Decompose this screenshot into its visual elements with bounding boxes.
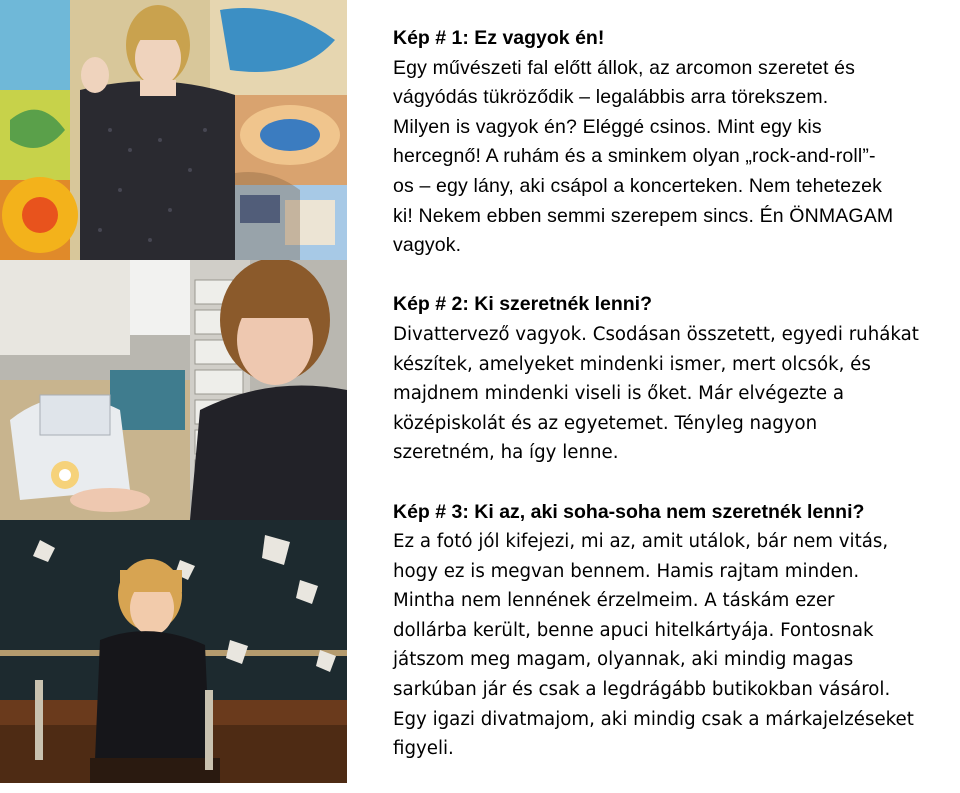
caption-line: majdnem mindenki viseli is őket. Már elvégezte a [393,383,844,405]
caption-line: hogy ez is megvan bennem. Hamis rajtam minden. [393,560,860,582]
caption-line: játszom meg magam, olyannak, aki mindig magas [393,649,854,671]
caption-line: készítek, amelyeket mindenki ismer, mert olcsók, és [393,353,871,375]
caption-line: Ez a fotó jól kifejezi, mi az, amit utálok, bár nem vitás, [393,531,889,553]
photo-sewing-room [0,260,347,520]
caption-heading-2: Kép # 2: Ki szeretnék lenni? [393,293,652,316]
photo-art-wall [0,0,347,260]
caption-line: os – egy lány, aki csápol a koncerteken. Nem tehetezek [393,174,883,197]
caption-section-2 [393,290,955,468]
caption-line: vágyódás tükröződik – legalábbis arra törekszem. [393,86,829,109]
caption-line: ki! Nekem ebben semmi szerepem sincs. Én ÖNMAGAM [393,204,894,227]
caption-heading-1: Kép # 1: Ez vagyok én! [393,27,605,49]
caption-line: Divattervező vagyok. Csodásan összetett, egyedi ruhákat [393,323,919,345]
caption-line: sarkúban jár és csak a legdrágább butikokban vásárol. [393,679,891,701]
caption-line: figyeli. [393,738,454,760]
caption-section-1 [393,24,955,261]
caption-line: dollárba került, benne apuci hitelkártyája. Fontosnak [393,619,874,641]
caption-line: hercegnő! A ruhám és a sminkem olyan „rock-and-roll”- [393,145,876,168]
caption-section-3 [393,498,955,764]
caption-line: Milyen is vagyok én? Eléggé csinos. Mint egy kis [393,115,822,138]
photo-sewing-room-image [0,260,347,520]
photo-dark-room-image [0,520,347,783]
caption-line: Egy igazi divatmajom, aki mindig csak a márkajelzéseket [393,708,914,730]
text-column [393,24,955,793]
caption-line: vagyok. [393,234,462,257]
caption-line: Egy művészeti fal előtt állok, az arcomon szeretet és [393,56,856,79]
photo-art-wall-image [0,0,347,260]
photo-column [0,0,347,783]
caption-line: szeretném, ha így lenne. [393,442,619,464]
photo-dark-room [0,520,347,783]
caption-heading-3: Kép # 3: Ki az, aki soha-soha nem szeretnék lenni? [393,500,865,523]
caption-line: Mintha nem lennének érzelmeim. A táskám ezer [393,590,835,612]
caption-line: középiskolát és az egyetemet. Tényleg nagyon [393,412,818,434]
